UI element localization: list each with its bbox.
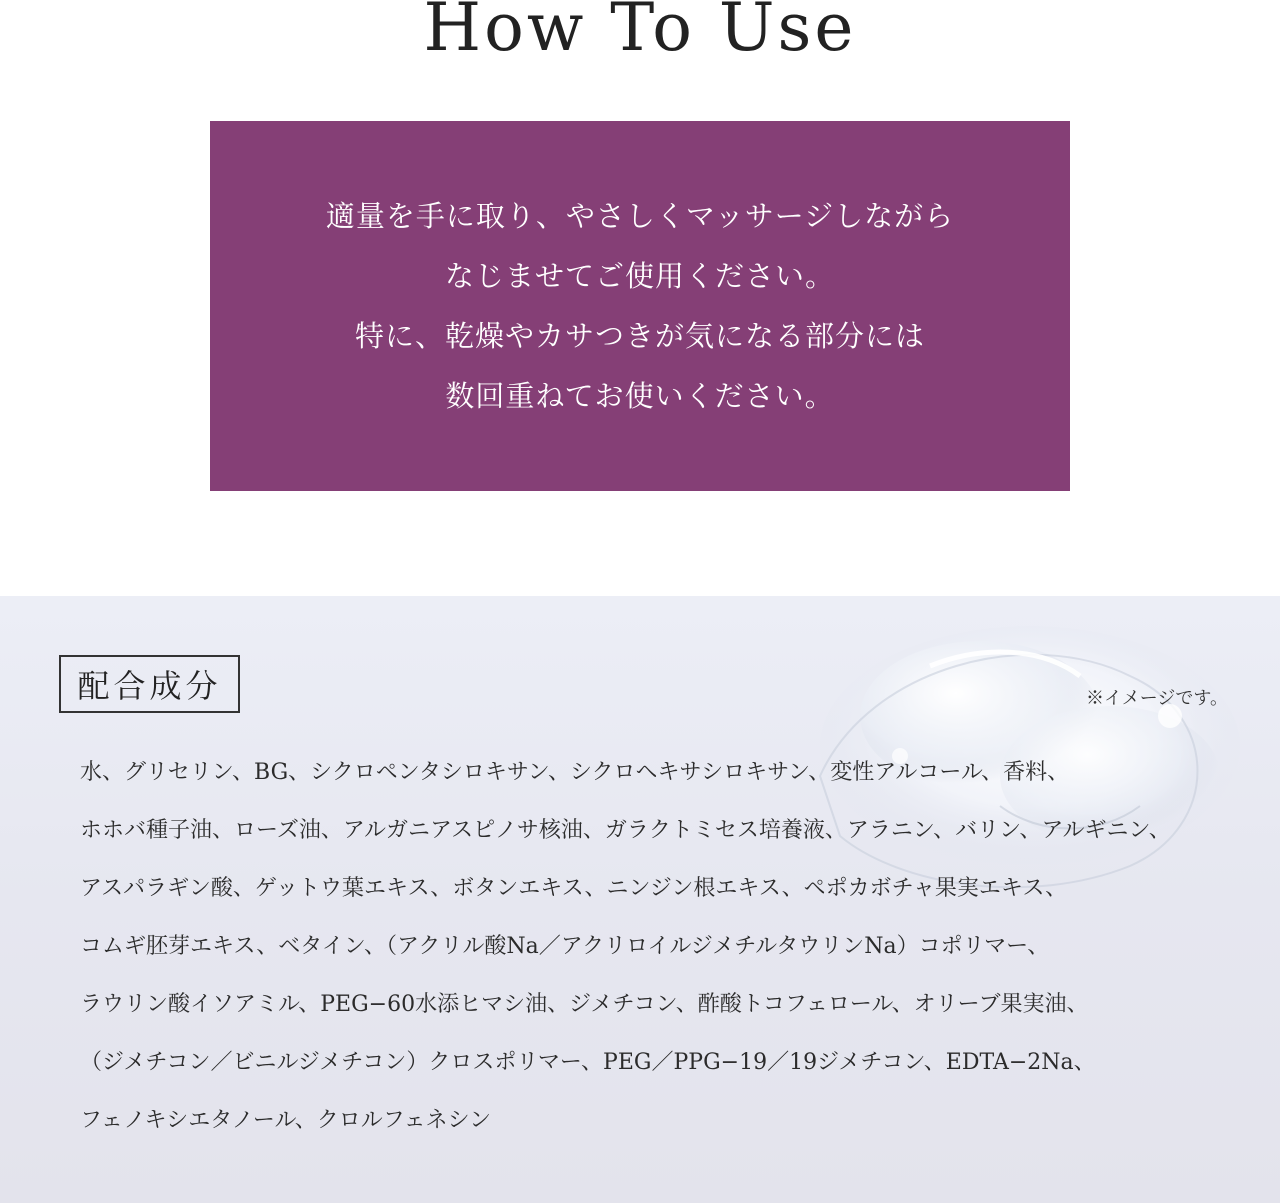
ingredients-line: （ジメチコン／ビニルジメチコン）クロスポリマー、PEG／PPG−19／19ジメチコン、EDTA−2Na、 [80,1050,1096,1075]
image-note: ※イメージです。 [1085,688,1228,709]
ingredients-heading-box [59,655,240,713]
ingredients-line: フェノキシエタノール、クロルフェネシン [80,1108,492,1133]
usage-line: 特に、乾燥やカサつきが気になる部分には [354,319,925,353]
usage-line: 適量を手に取り、やさしくマッサージしながら [325,199,955,233]
usage-line: 数回重ねてお使いください。 [445,379,835,413]
ingredients-list [80,744,1240,1150]
page-title: How To Use [423,0,857,66]
ingredients-section [0,596,1280,1203]
ingredients-line: ホホバ種子油、ローズ油、アルガニアスピノサ核油、ガラクトミセス培養液、アラニン、バリン、アルギニン、 [80,818,1171,843]
ingredients-line: ラウリン酸イソアミル、PEG−60水添ヒマシ油、ジメチコン、酢酸トコフェロール、オリーブ果実油、 [80,992,1089,1017]
usage-line: なじませてご使用ください。 [444,259,835,293]
ingredients-line: 水、グリセリン、BG、シクロペンタシロキサン、シクロヘキサシロキサン、変性アルコール、香料、 [80,760,1070,785]
ingredients-line: コムギ胚芽エキス、ベタイン、（アクリル酸Na／アクリロイルジメチルタウリンNa）コポリマー、 [80,934,1050,959]
ingredients-line: アスパラギン酸、ゲットウ葉エキス、ボタンエキス、ニンジン根エキス、ペポカボチャ果実エキス、 [80,876,1068,901]
usage-instructions-box [210,121,1070,491]
ingredients-heading: 配合成分 [77,667,222,705]
